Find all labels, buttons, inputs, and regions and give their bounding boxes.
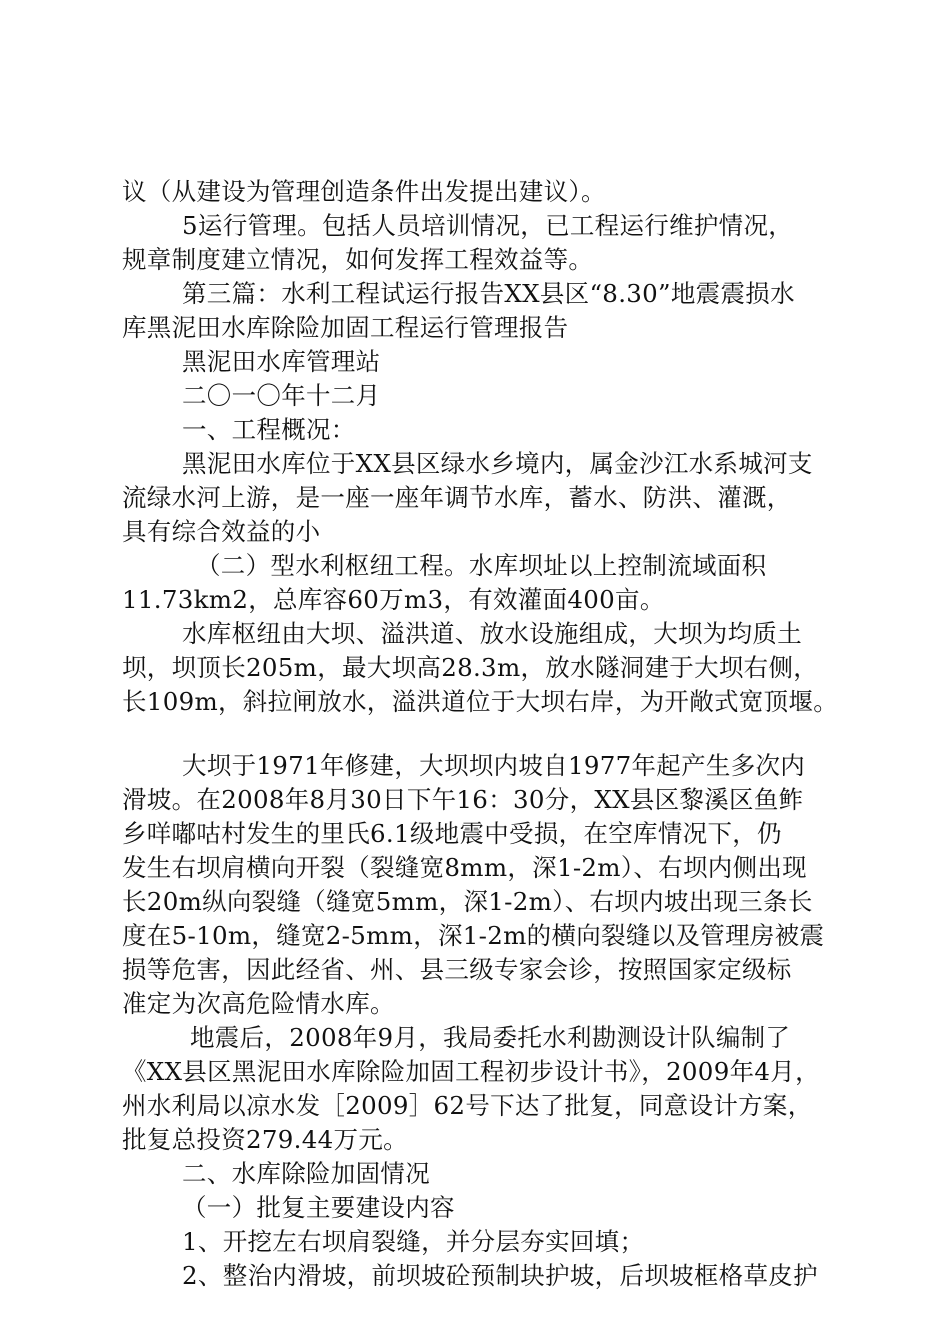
text-line: 议（从建设为管理创造条件出发提出建议）。 <box>122 177 606 206</box>
text-line: 乡咩嘟咕村发生的里氏6.1级地震中受损，在空库情况下，仍 <box>122 819 782 848</box>
text-line: 《XX县区黑泥田水库除险加固工程初步设计书》，2009年4月， <box>122 1057 820 1086</box>
text-line: 州水利局以凉水发［2009］62号下达了批复，同意设计方案， <box>122 1091 813 1120</box>
text-line: 二〇一〇年十二月 <box>182 381 381 410</box>
text-line: （二）型水利枢纽工程。水库坝址以上控制流域面积 <box>196 551 767 580</box>
text-line: 水库枢纽由大坝、溢洪道、放水设施组成，大坝为均质土 <box>182 619 802 648</box>
text-line: 流绿水河上游，是一座一座年调节水库，蓄水、防洪、灌溉， <box>122 483 792 512</box>
text-line: 发生右坝肩横向开裂（裂缝宽8mm，深1-2m）、右坝内侧出现 <box>122 853 807 882</box>
text-line: 黑泥田水库位于XX县区绿水乡境内，属金沙江水系城河支 <box>182 449 813 478</box>
text-line: （一）批复主要建设内容 <box>182 1193 455 1222</box>
text-line: 二、水库除险加固情况 <box>182 1159 430 1188</box>
text-line: 地震后，2008年9月，我局委托水利勘测设计队编制了 <box>190 1023 791 1052</box>
text-line: 大坝于1971年修建，大坝坝内坡自1977年起产生多次内 <box>182 751 806 780</box>
text-line: 第三篇：水利工程试运行报告XX县区“8.30”地震震损水 <box>182 279 795 308</box>
text-line: 1、开挖左右坝肩裂缝，并分层夯实回填； <box>182 1227 645 1256</box>
text-line: 规章制度建立情况，如何发挥工程效益等。 <box>122 245 594 274</box>
text-line: 度在5-10m，缝宽2-5mm，深1-2m的横向裂缝以及管理房被震 <box>122 921 825 950</box>
text-line: 坝，坝顶长205m，最大坝高28.3m，放水隧洞建于大坝右侧， <box>122 653 819 682</box>
text-line: 11.73km2，总库容60万m3，有效灌面400亩。 <box>122 585 665 614</box>
text-line: 准定为次高危险情水库。 <box>122 989 395 1018</box>
text-line: 长20m纵向裂缝（缝宽5mm，深1-2m）、右坝内坡出现三条长 <box>122 887 813 916</box>
text-line: 黑泥田水库管理站 <box>182 347 381 376</box>
text-line: 2、整治内滑坡，前坝坡砼预制块护坡，后坝坡框格草皮护 <box>182 1261 818 1290</box>
text-line: 损等危害，因此经省、州、县三级专家会诊，按照国家定级标 <box>122 955 792 984</box>
text-line: 5运行管理。包括人员培训情况，已工程运行维护情况， <box>182 211 794 240</box>
text-line: 滑坡。在2008年8月30日下午16：30分，XX县区黎溪区鱼鲊 <box>122 785 804 814</box>
text-line: 长109m，斜拉闸放水，溢洪道位于大坝右岸，为开敞式宽顶堰。 <box>122 687 838 716</box>
text-line: 具有综合效益的小 <box>122 517 321 546</box>
text-line: 批复总投资279.44万元。 <box>122 1125 408 1154</box>
text-line: 一、工程概况： <box>182 415 356 444</box>
text-line: 库黑泥田水库除险加固工程运行管理报告 <box>122 313 569 342</box>
